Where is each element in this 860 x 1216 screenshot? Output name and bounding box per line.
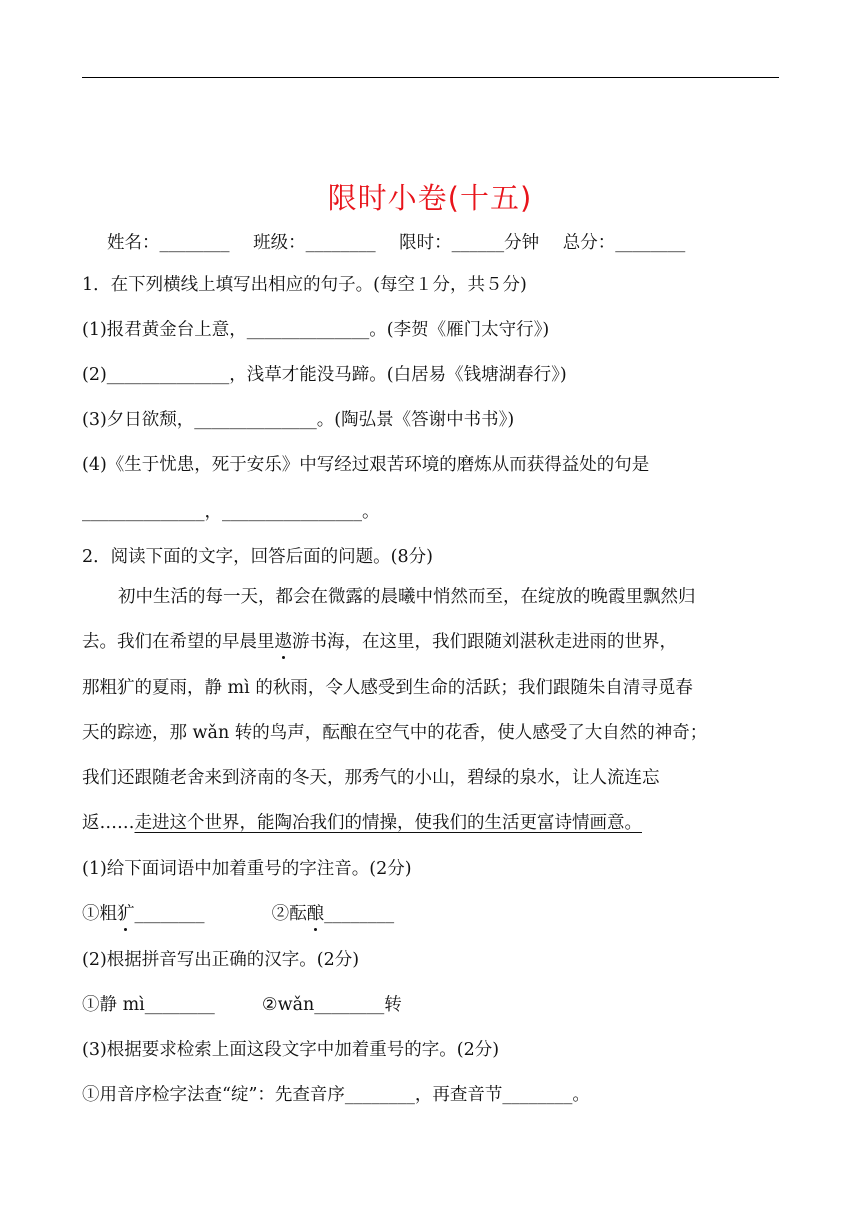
subquestion-1-stem: (1)给下面词语中加着重号的字注音。(2分): [82, 859, 412, 879]
header-rule: [82, 77, 779, 78]
underlined-sentence: 走进这个世界，能陶冶我们的情操，使我们的生活更富诗情画意。: [134, 813, 642, 833]
time-field[interactable]: 限时：______分钟: [399, 233, 540, 253]
student-info-row: [107, 231, 703, 255]
answer-blank[interactable]: ①静 mì________: [82, 995, 215, 1015]
subquestion-2-answers: [82, 993, 402, 1017]
score-field[interactable]: 总分：________: [562, 233, 686, 253]
class-field[interactable]: 班级：________: [253, 233, 376, 253]
question-1-item-4: (4)《生于忧患，死于安乐》中写经过艰苦环境的磨炼从而获得益处的句是: [82, 455, 650, 475]
name-field[interactable]: 姓名：________: [107, 233, 230, 253]
passage-line-4: 天的踪迹，那 wǎn 转的鸟声，酝酿在空气中的花香，使人感受了大自然的神奇；: [82, 723, 708, 743]
answer-blank[interactable]: ②wǎn________转: [261, 995, 402, 1015]
question-2-stem: 2．阅读下面的文字，回答后面的问题。(8分): [82, 547, 433, 567]
question-1-item-1: (1)报君黄金台上意，______________。(李贺《雁门太守行》): [82, 320, 550, 340]
passage-line-1: 初中生活的每一天，都会在微露的晨曦中悄然而至，在绽放的晚霞里飘然归: [118, 587, 696, 607]
page-title: 限时小卷(十五): [327, 181, 533, 215]
emphasis-char: 遨: [274, 632, 292, 652]
passage-line-6: 返……走进这个世界，能陶冶我们的情操，使我们的生活更富诗情画意。: [82, 813, 642, 833]
subquestion-3-stem: (3)根据要求检索上面这段文字中加着重号的字。(2分): [82, 1040, 500, 1060]
emphasis-char: 犷: [117, 904, 135, 924]
answer-blank[interactable]: ________: [324, 904, 395, 924]
subquestion-3-item-1: ①用音序检字法查“绽”：先查音序________，再查音节________。: [82, 1085, 590, 1105]
question-1-item-4-blanks: ______________，________________。: [82, 502, 380, 522]
answer-blank[interactable]: ________: [134, 904, 205, 924]
passage-line-5: 我们还跟随老舍来到济南的冬天，那秀气的小山，碧绿的泉水，让人流连忘: [82, 768, 660, 788]
question-1-item-3: (3)夕日欲颓，______________。(陶弘景《答谢中书书》): [82, 410, 515, 430]
question-1-stem: 1．在下列横线上填写出相应的句子。(每空１分，共５分): [82, 275, 527, 295]
subquestion-2-stem: (2)根据拼音写出正确的汉字。(2分): [82, 950, 360, 970]
passage-line-3: 那粗犷的夏雨，静 mì 的秋雨，令人感受到生命的活跃；我们跟随朱自清寻觅春: [82, 678, 693, 698]
passage-line-2: 去。我们在希望的早晨里遨游书海，在这里，我们跟随刘湛秋走进雨的世界，: [82, 632, 677, 652]
question-1-item-2: (2)______________，浅草才能没马蹄。(白居易《钱塘湖春行》): [82, 365, 567, 385]
emphasis-char: 酿: [306, 904, 325, 924]
subquestion-1-answers: ①粗犷________ ②酝酿________: [82, 904, 395, 924]
